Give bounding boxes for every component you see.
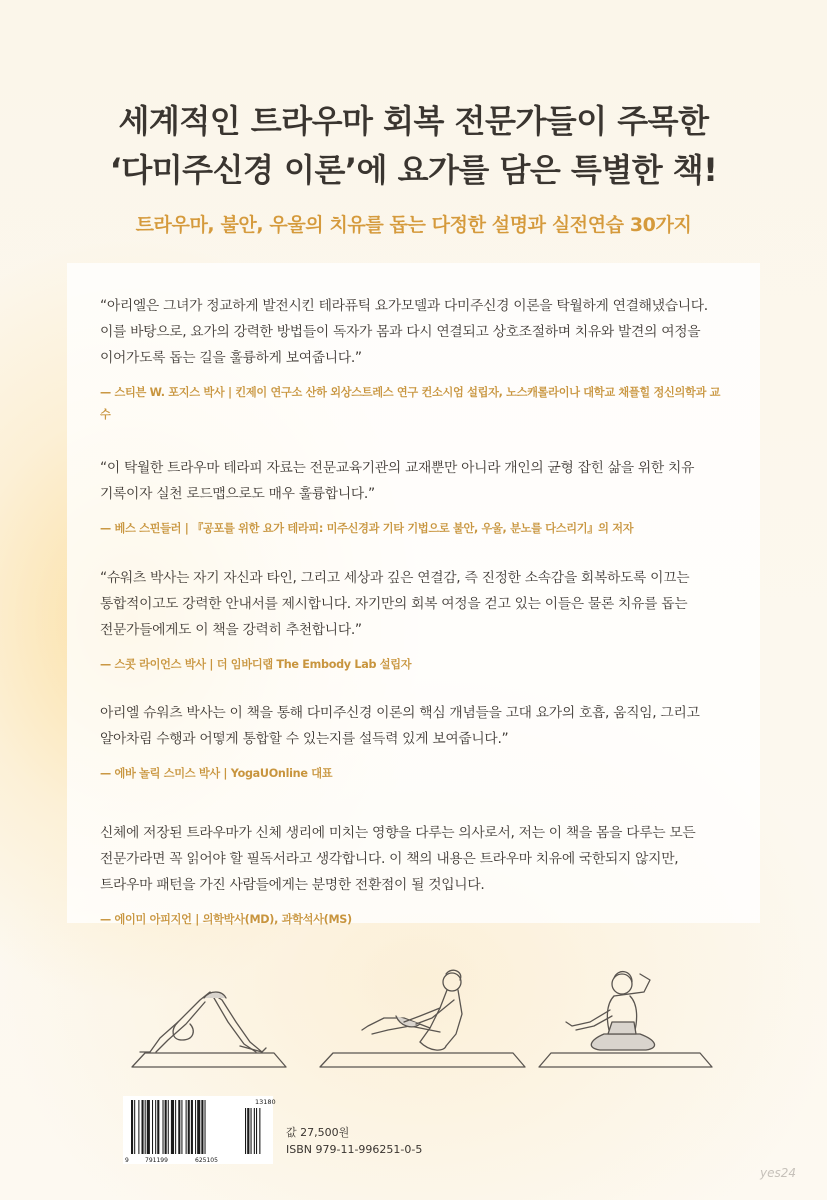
yoga-mat-icon: [320, 1053, 525, 1067]
seated-twist-pose-icon: [566, 972, 655, 1050]
endorsement-1: [100, 293, 730, 426]
barcode-digit-left: 9: [125, 1157, 129, 1164]
boat-pose-icon: [362, 970, 462, 1050]
watermark: yes24: [760, 1166, 797, 1180]
endorsement-author: — 베스 스핀들러 | 『공포를 위한 요가 테라피: 미주신경과 기타 기법으로 불안, 우울, 분노를 다스리기』의 저자: [100, 522, 634, 535]
isbn-label: ISBN 979-11-996251-0-5: [286, 1143, 423, 1156]
price-isbn-block: [286, 1124, 422, 1158]
price-label: 값 27,500원: [286, 1126, 350, 1139]
yoga-mat-icon: [132, 1053, 286, 1067]
yoga-mat-icon: [539, 1053, 712, 1067]
endorsement-quote: “아리엘은 그녀가 정교하게 발전시킨 테라퓨틱 요가모델과 다미주신경 이론을 탁월하게 연결해냈습니다. 이를 바탕으로, 요가의 강력한 방법들이 독자가 몸과 다시 연결되고 상호조절하며 치유와 발견의 여정을 이어가도록 돕는 길을 훌륭하게 보여줍니다.”: [100, 298, 708, 366]
endorsement-author: — 에이미 아피지언 | 의학박사(MD), 과학석사(MS): [100, 913, 352, 926]
endorsement-author: — 스콧 라이언스 박사 | 더 임바디랩 The Embody Lab 설립자: [100, 658, 412, 671]
subheadline: 트라우마, 불안, 우울의 치유를 돕는 다정한 설명과 실전연습 30가지: [135, 214, 692, 236]
yoga-illustrations: [0, 960, 827, 1090]
endorsement-author: — 스티븐 W. 포지스 박사 | 킨제이 연구소 산하 외상스트레스 연구 컨소시엄 설립자, 노스캐롤라이나 대학교 채플힐 정신의학과 교수: [100, 386, 721, 421]
headline-line-2: ‘다미주신경 이론’에 요가를 담은 특별한 책!: [109, 151, 718, 189]
downward-dog-pose-icon: [140, 992, 266, 1052]
endorsement-quote: 신체에 저장된 트라우마가 신체 생리에 미치는 영향을 다루는 의사로서, 저는 이 책을 몸을 다루는 모든 전문가라면 꼭 읽어야 할 필독서라고 생각합니다. 이 책의 내용은 트라우마 치유에 국한되지 않지만, 트라우마 패턴을 가진 사람들에게는 분명한 전환점이 될 것입니다.: [100, 825, 696, 893]
endorsement-2: [100, 455, 730, 540]
endorsement-4: [100, 700, 730, 785]
headline-line-1: 세계적인 트라우마 회복 전문가들이 주목한: [118, 102, 709, 140]
barcode-digits-right: 625105: [195, 1157, 218, 1164]
endorsement-quote: “슈워츠 박사는 자기 자신과 타인, 그리고 세상과 깊은 연결감, 즉 진정한 소속감을 회복하도록 이끄는 통합적이고도 강력한 안내서를 제시합니다. 자기만의 회복 여정을 걷고 있는 이들은 물론 치유를 돕는 전문가들에게도 이 책을 강력히 추천합니다.”: [100, 570, 690, 638]
barcode-digits-mid: 791199: [145, 1157, 168, 1164]
endorsement-3: [100, 565, 730, 676]
endorsement-5: [100, 820, 730, 931]
endorsement-quote: 아리엘 슈워츠 박사는 이 책을 통해 다미주신경 이론의 핵심 개념들을 고대 요가의 호흡, 움직임, 그리고 알아차림 수행과 어떻게 통합할 수 있는지를 설득력 있게 보여줍니다.”: [100, 705, 700, 747]
endorsement-author: — 에바 놀릭 스미스 박사 | YogaUOnline 대표: [100, 767, 333, 780]
barcode-addon-digits: 13180: [255, 1098, 276, 1106]
endorsement-quote: “이 탁월한 트라우마 테라피 자료는 전문교육기관의 교재뿐만 아니라 개인의 균형 잡힌 삶을 위한 치유 기록이자 실천 로드맵으로도 매우 훌륭합니다.”: [100, 460, 695, 502]
isbn-barcode: [123, 1096, 276, 1164]
